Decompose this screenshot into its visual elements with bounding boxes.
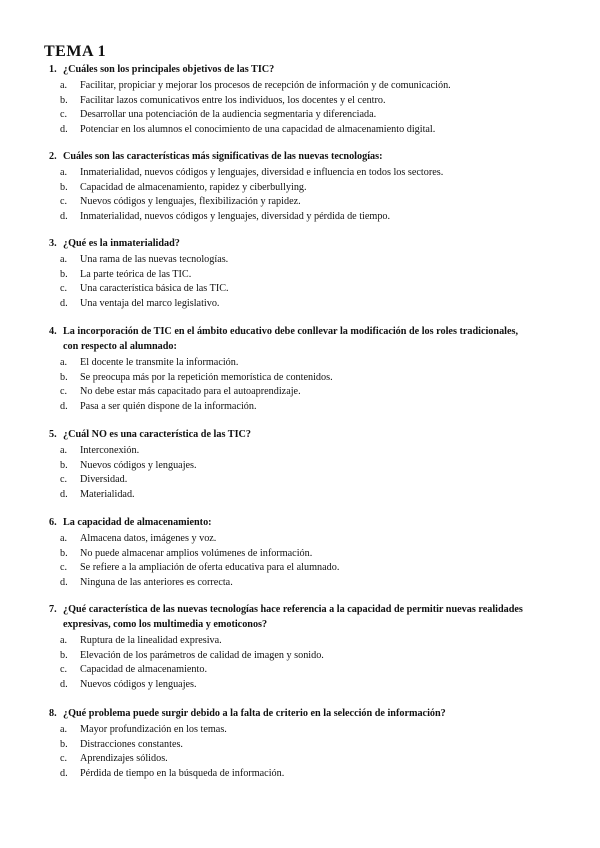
option-letter: d. [60,576,68,588]
option-text: Ruptura de la linealidad expresiva. [80,635,222,646]
option-letter: b. [60,371,68,383]
option-b [0,268,600,283]
option-text: Pasa a ser quién dispone de la información. [80,400,257,412]
option-text: No debe estar más capacitado para el autoaprendizaje. [80,386,301,397]
option-text: Se preocupa más por la repetición memorística de contenidos. [80,371,333,383]
option-letter: a. [60,254,68,265]
option-text: Facilitar lazos comunicativos entre los individuos, los docentes y el centro. [80,94,386,106]
option-c [0,108,600,123]
option-c [0,282,600,297]
option-text: Nuevos códigos y lenguajes, flexibilización y rapidez. [80,196,301,207]
option-letter: b. [60,94,68,106]
option-letter: c. [60,474,68,485]
option-letter: d. [60,210,68,222]
option-text: Se refiere a la ampliación de oferta educativa para el alumnado. [80,562,340,573]
option-d [0,400,600,415]
option-a [0,723,600,738]
question-text: ¿Qué es la inmaterialidad? [63,238,180,249]
option-letter: c. [60,562,68,573]
question-text: Cuáles son las características más significativas de las nuevas tecnologías: [63,151,383,162]
option-text: El docente le transmite la información. [80,357,239,368]
question-text: ¿Qué problema puede surgir debido a la falta de criterio en la selección de información? [63,708,446,719]
option-letter: c. [60,386,68,397]
option-b [0,547,600,562]
option-letter: c. [60,109,68,120]
option-c [0,752,600,767]
question-number: 1. [49,64,57,75]
option-c [0,561,600,576]
option-text: Desarrollar una potenciación de la audiencia segmentaria y diferenciada. [80,109,377,120]
option-letter: c. [60,664,68,675]
option-letter: b. [60,181,68,193]
option-d [0,767,600,782]
option-text: Inmaterialidad, nuevos códigos y lenguajes, diversidad y pérdida de tiempo. [80,210,391,222]
option-text: Potenciar en los alumnos el conocimiento de una capacidad de almacenamiento digital. [80,123,436,135]
option-letter: d. [60,400,68,412]
option-d [0,297,600,312]
option-b [0,181,600,196]
option-letter: a. [60,635,68,646]
option-d [0,123,600,138]
option-text: Facilitar, propiciar y mejorar los procesos de recepción de información y de comunicación. [80,80,451,91]
option-c [0,663,600,678]
option-text: Inmaterialidad, nuevos códigos y lenguajes, diversidad e influencia en todos los sectores. [80,167,444,178]
option-letter: b. [60,459,68,471]
option-text: Distracciones constantes. [80,738,183,750]
option-letter: c. [60,283,68,294]
option-b [0,94,600,109]
option-text: Capacidad de almacenamiento, rapidez y ciberbullying. [80,181,307,193]
option-text: Una característica básica de las TIC. [80,283,229,294]
option-letter: b. [60,738,68,750]
option-letter: a. [60,167,68,178]
option-letter: b. [60,547,68,559]
option-text: Ninguna de las anteriores es correcta. [80,576,233,588]
option-b [0,738,600,753]
option-text: Pérdida de tiempo en la búsqueda de información. [80,767,285,779]
option-text: Interconexión. [80,445,140,456]
option-text: Capacidad de almacenamiento. [80,664,208,675]
option-text: La parte teórica de las TIC. [80,268,192,280]
question-number: 4. [49,326,57,337]
option-letter: a. [60,724,68,735]
option-text: Materialidad. [80,488,135,500]
option-a [0,444,600,459]
question-text: ¿Cuál NO es una característica de las TIC? [63,429,251,440]
option-letter: a. [60,357,68,368]
option-d [0,488,600,503]
option-a [0,253,600,268]
option-text: Aprendizajes sólidos. [80,753,168,764]
option-letter: b. [60,649,68,661]
option-a [0,634,600,649]
option-b [0,649,600,664]
option-a [0,532,600,547]
option-letter: d. [60,297,68,309]
option-text: Elevación de los parámetros de calidad de imagen y sonido. [80,649,324,661]
option-text: Mayor profundización en los temas. [80,724,227,735]
question-number: 7. [49,604,57,615]
question-number: 3. [49,238,57,249]
option-a [0,356,600,371]
question-text: La incorporación de TIC en el ámbito educativo debe conllevar la modificación de los roles tradicionales, con respecto al alumnado: [63,326,519,352]
option-letter: a. [60,445,68,456]
option-letter: b. [60,268,68,280]
option-b [0,459,600,474]
option-text: Una rama de las nuevas tecnologías. [80,254,229,265]
option-letter: c. [60,196,68,207]
question-number: 2. [49,151,57,162]
option-c [0,385,600,400]
option-d [0,210,600,225]
question-number: 8. [49,708,57,719]
option-text: Almacena datos, imágenes y voz. [80,533,217,544]
option-d [0,678,600,693]
question-text: ¿Cuáles son los principales objetivos de las TIC? [63,64,275,75]
option-letter: d. [60,488,68,500]
option-letter: a. [60,80,68,91]
option-letter: d. [60,123,68,135]
option-text: Nuevos códigos y lenguajes. [80,678,197,690]
option-letter: c. [60,753,68,764]
question-text: La capacidad de almacenamiento: [63,517,212,528]
option-a [0,166,600,181]
question-number: 6. [49,517,57,528]
option-text: Diversidad. [80,474,128,485]
option-letter: a. [60,533,68,544]
option-b [0,371,600,386]
option-letter: d. [60,767,68,779]
option-letter: d. [60,678,68,690]
option-c [0,473,600,488]
option-text: Nuevos códigos y lenguajes. [80,459,197,471]
option-d [0,576,600,591]
question-number: 5. [49,429,57,440]
option-text: No puede almacenar amplios volúmenes de información. [80,547,313,559]
page-title: TEMA 1 [44,43,107,60]
option-text: Una ventaja del marco legislativo. [80,297,220,309]
question-text: ¿Qué característica de las nuevas tecnologías hace referencia a la capacidad de permitir nuevas realidades expresivas, como los multimedia y emoticonos? [63,604,523,630]
option-a [0,79,600,94]
option-c [0,195,600,210]
